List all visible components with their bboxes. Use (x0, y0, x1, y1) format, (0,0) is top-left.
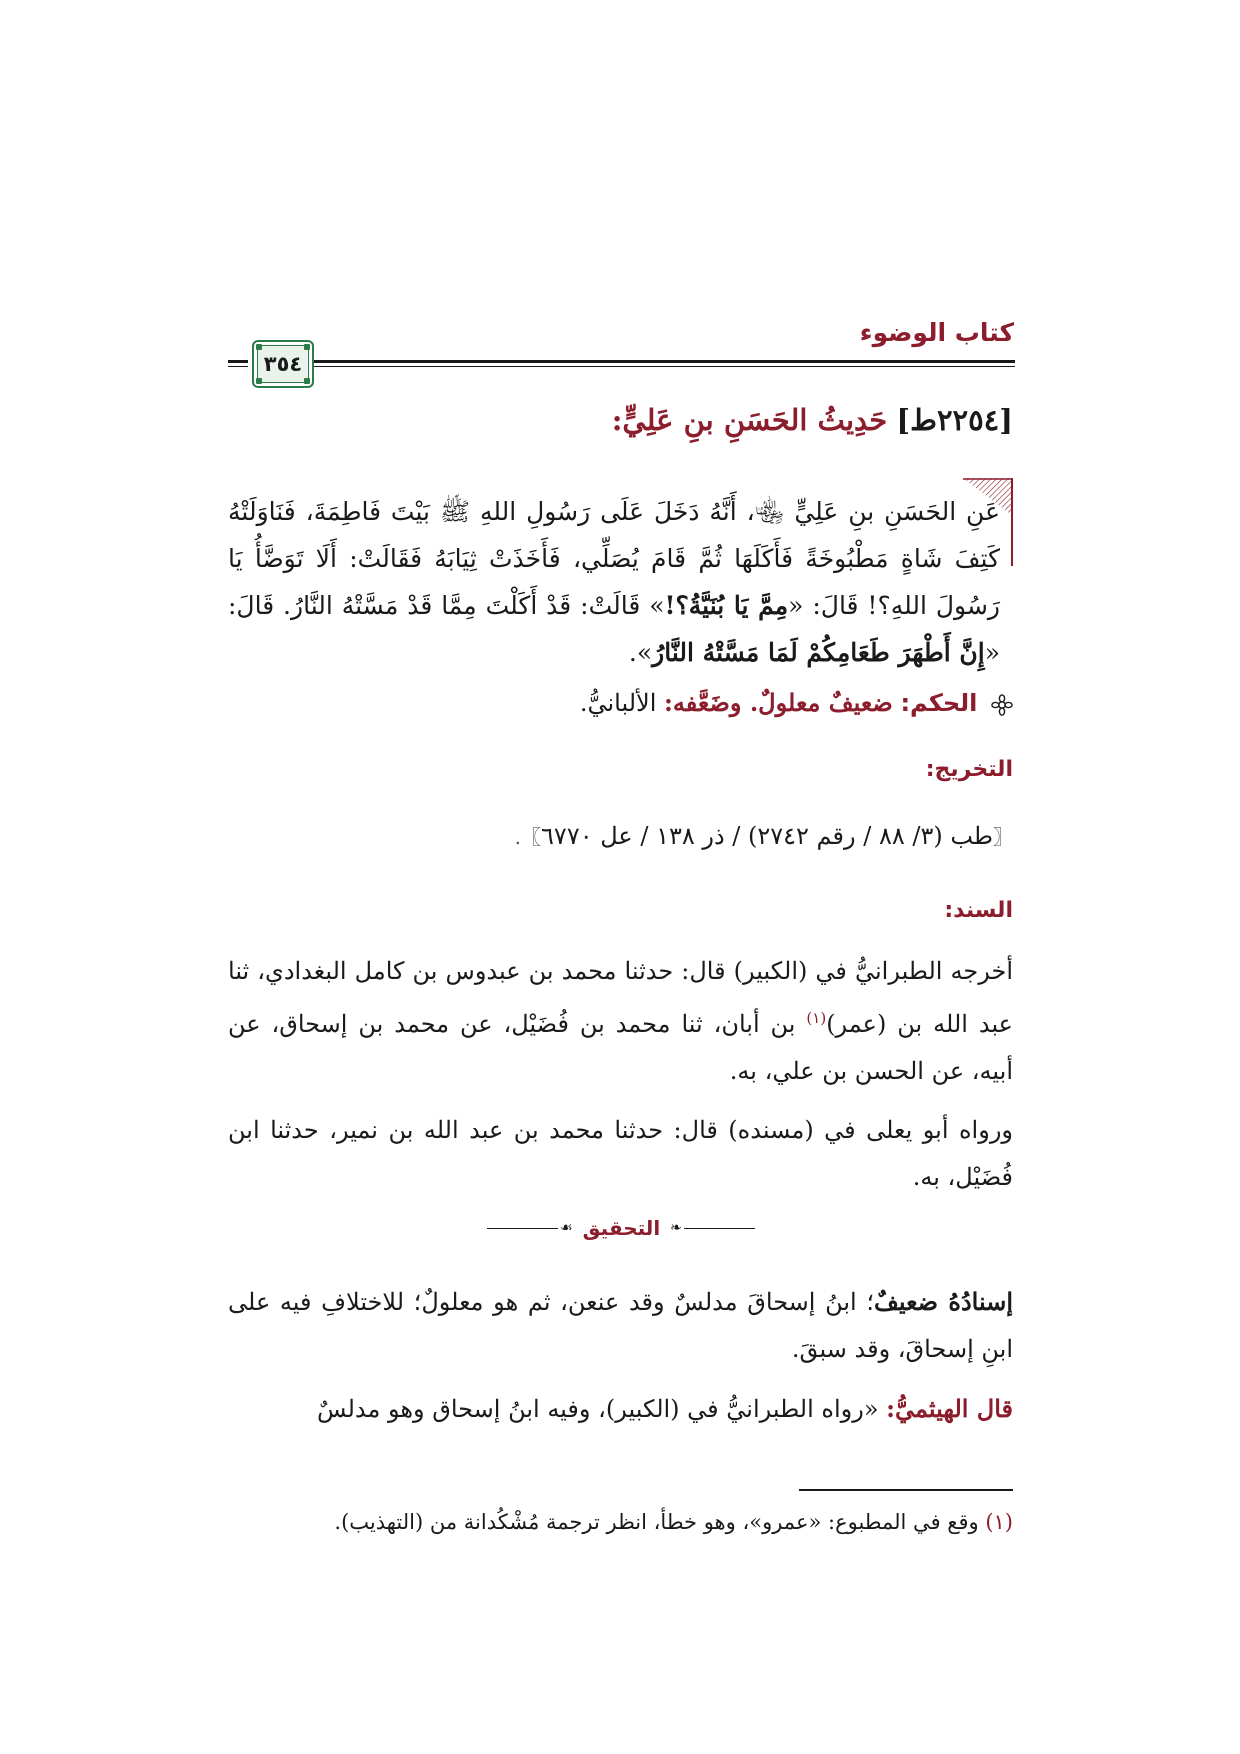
badge-corner-ornament (304, 344, 310, 350)
tahqiq-text: «رواه الطبرانيُّ في (الكبير)، وفيه ابنُ إسحاق وهو مدلسٌ (316, 1395, 887, 1423)
takhrij-label: التخريج: (925, 757, 1013, 782)
sanad-text: ورواه أبو يعلى في (مسنده) قال: حدثنا محمد بن عبد الله بن نمير، حدثنا ابن فُضَيْل، به. (228, 1116, 1013, 1191)
takhrij-references (515, 821, 1013, 850)
tahqiq-divider (487, 1216, 755, 1240)
header-rule (228, 366, 248, 367)
tahqiq-paragraph (228, 1278, 1013, 1373)
prophet-quote: مِمَّ يَا بُنَيَّةُ؟! (664, 591, 789, 620)
divider-ornament-icon: ☙ (560, 1220, 573, 1236)
page-number-badge (252, 340, 314, 388)
hadith-text (228, 488, 1000, 676)
sanad-paragraph (228, 948, 1013, 1095)
hadith-heading (612, 403, 1013, 437)
header-rule (285, 360, 1015, 363)
badge-corner-ornament (256, 378, 262, 384)
tahqiq-paragraph (228, 1385, 1013, 1433)
footnote-number: (١) (985, 1510, 1013, 1534)
badge-corner-ornament (304, 378, 310, 384)
footnote (334, 1510, 1013, 1534)
header-rule (228, 360, 248, 363)
page-number: ٣٥٤ (263, 352, 303, 376)
flower-ornament-icon (991, 694, 1013, 716)
close-bracket: 〗. (514, 825, 542, 849)
hadith-text-part: » قَالَتْ: قَدْ أَكَلْتَ مِمَّا قَدْ مَسَّتْهُ النَّارُ. قَالَ: « (228, 591, 1000, 667)
sanad-label: السند: (944, 898, 1013, 923)
badge-corner-ornament (256, 344, 262, 350)
judgement-value: ضعيفٌ معلولٌ. وضَعَّفه: (664, 688, 893, 717)
sanad-text: بن أبان، ثنا محمد بن فُضَيْل، عن محمد بن إسحاق، عن أبيه، عن الحسن بن علي، به. (228, 1010, 1013, 1085)
footnote-text: وقع في المطبوع: «عمرو»، وهو خطأ، انظر ترجمة مُشْكُدانة من (التهذيب). (334, 1510, 986, 1534)
tahqiq-text: ؛ ابنُ إسحاقَ مدلسٌ وقد عنعن، ثم هو معلولٌ؛ للاختلافِ فيه على ابنِ إسحاقَ، وقد سبقَ. (228, 1288, 1013, 1363)
hadith-number: [٢٢٥٤ط] (896, 403, 1013, 437)
divider-line (487, 1228, 558, 1229)
divider-ornament-icon: ❧ (670, 1220, 682, 1236)
footnote-rule (799, 1489, 1013, 1491)
tahqiq-ruling: إسنادُهُ ضعيفٌ (874, 1287, 1014, 1316)
hadith-title: حَدِيثُ الحَسَنِ بنِ عَلِيٍّ: (611, 403, 888, 437)
takhrij-text: طب (٣/ ٨٨ / رقم ٢٧٤٢) / ذر ١٣٨ / عل ٦٧٧٠ (541, 822, 993, 850)
scholar-name: قال الهيثميُّ: (886, 1394, 1013, 1423)
header-rule (285, 366, 1015, 367)
sanad-text: أخرجه الطبرانيُّ في (الكبير) قال: حدثنا محمد بن عبدوس بن كامل البغدادي، ثنا عبد الله بن (عمر) (228, 957, 1014, 1038)
footnote-reference[interactable]: (١) (806, 1009, 827, 1027)
hadith-text-part: ». (628, 638, 653, 667)
hadith-text-part: عَنِ الحَسَنِ بنِ عَلِيٍّ ﵄، أَنَّهُ دَخَلَ عَلَى رَسُولِ اللهِ ﷺ بَيْتَ فَاطِمَةَ، فَنَاوَلَتْهُ كَتِفَ شَاةٍ مَطْبُوخَةً فَأَكَلَهَا ثُمَّ قَامَ يُصَلِّي، فَأَخَذَتْ ثِيَابَهُ فَقَالَتْ: أَلَا تَوَضَّأُ يَا رَسُولَ اللهِ؟! قَالَ: « (228, 497, 1000, 620)
sanad-paragraph (228, 1107, 1013, 1201)
judgement-line (580, 688, 1013, 717)
running-header-title: كتاب الوضوء (859, 318, 1014, 347)
judgement-by: الألبانيُّ. (579, 689, 657, 717)
prophet-quote: إِنَّ أَطْهَرَ طَعَامِكُمْ لَمَا مَسَّتْهُ النَّارُ (652, 638, 985, 667)
open-bracket: 〖 (993, 825, 1013, 849)
divider-line (684, 1228, 755, 1229)
judgement-label: الحكم: (900, 689, 978, 717)
tahqiq-label: التحقيق (582, 1216, 661, 1240)
